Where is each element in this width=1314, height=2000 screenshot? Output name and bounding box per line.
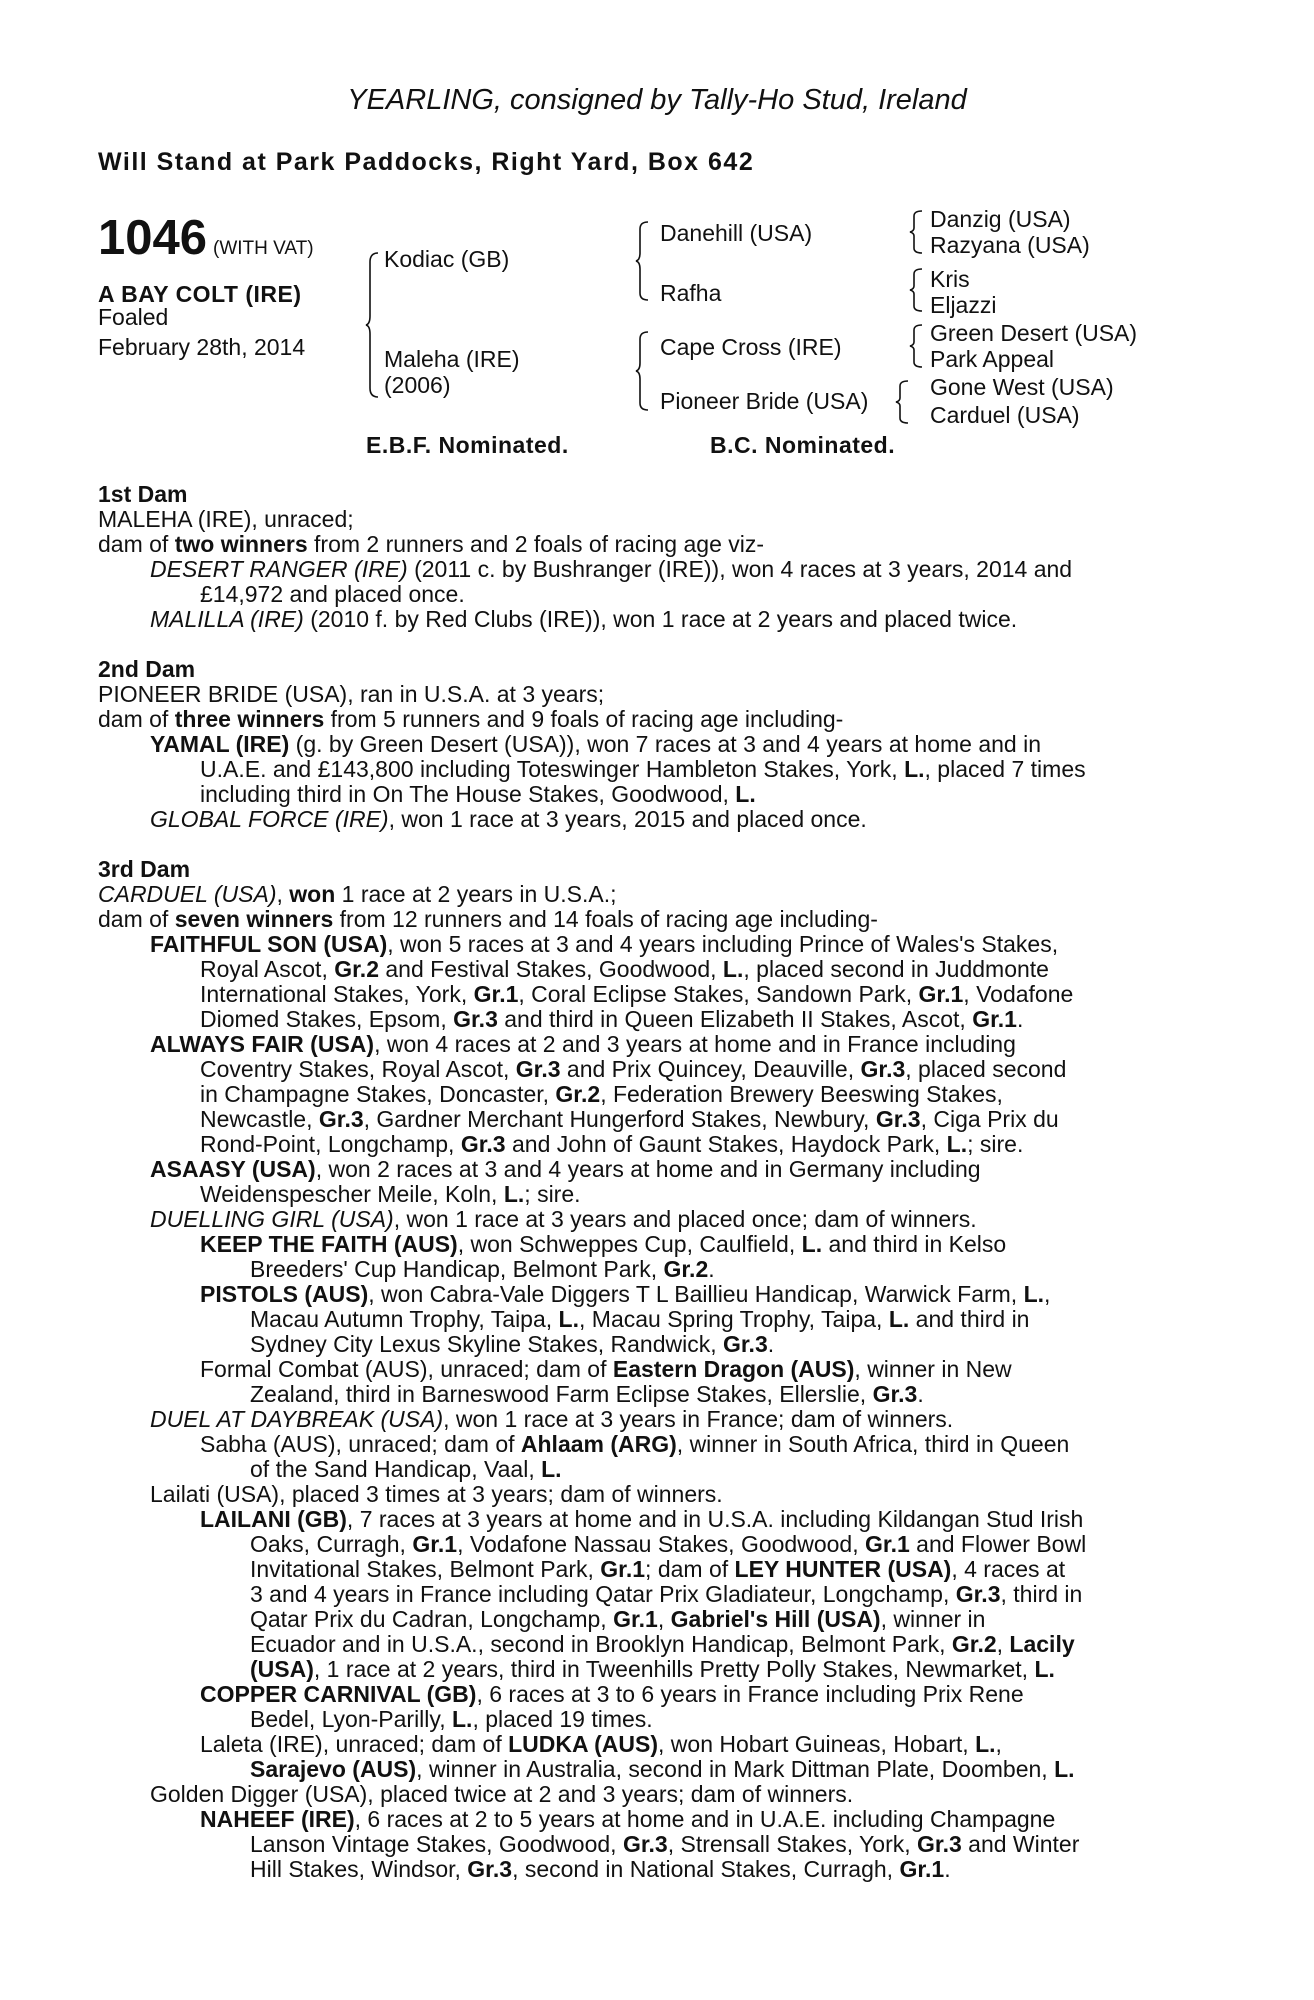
text-line: Ecuador and in U.S.A., second in Brooklyn Handicap, Belmont Park, Gr.2, Lacily: [250, 1631, 1075, 1657]
text-line: PISTOLS (AUS), won Cabra-Vale Diggers T L Baillieu Handicap, Warwick Farm, L.,: [200, 1281, 1051, 1307]
bc-nominated: B.C. Nominated.: [710, 432, 896, 458]
pedigree-g7: Gone West (USA): [930, 374, 1114, 400]
pedigree-g2: Razyana (USA): [930, 232, 1090, 258]
text-line: £14,972 and placed once.: [200, 581, 465, 607]
catalogue-body: [98, 470, 1206, 1907]
consignor-line: YEARLING, consigned by Tally-Ho Stud, Ireland: [347, 84, 967, 116]
text-line: CARDUEL (USA), won 1 race at 2 years in U.S.A.;: [98, 881, 617, 907]
text-line: 3 and 4 years in France including Qatar Prix Gladiateur, Longchamp, Gr.3, third in: [250, 1581, 1083, 1607]
foaled-label: Foaled: [98, 304, 169, 330]
text-line: DESERT RANGER (IRE) (2011 c. by Bushranger (IRE)), won 4 races at 3 years, 2014 and: [150, 556, 1073, 582]
text-line: dam of two winners from 2 runners and 2 foals of racing age viz-: [98, 531, 765, 557]
pedigree-bracket-g1: [910, 210, 924, 254]
pedigree-sire: Kodiac (GB): [384, 246, 510, 272]
text-line: Diomed Stakes, Epsom, Gr.3 and third in Queen Elizabeth II Stakes, Ascot, Gr.1.: [200, 1006, 1024, 1032]
text-line: Zealand, third in Barneswood Farm Eclipse Stakes, Ellerslie, Gr.3.: [250, 1381, 924, 1407]
text-line: DUELLING GIRL (USA), won 1 race at 3 years and placed once; dam of winners.: [150, 1206, 977, 1232]
pedigree-bracket-g2: [910, 268, 924, 312]
text-line: ALWAYS FAIR (USA), won 4 races at 2 and 3 years at home and in France including: [150, 1031, 1016, 1057]
text-line: Bedel, Lyon-Parilly, L., placed 19 times.: [250, 1706, 653, 1732]
pedigree-g3: Kris: [930, 266, 970, 292]
text-line: International Stakes, York, Gr.1, Coral Eclipse Stakes, Sandown Park, Gr.1, Vodafone: [200, 981, 1074, 1007]
pedigree-bracket-main: [366, 252, 380, 398]
text-line: Sarajevo (AUS), winner in Australia, second in Mark Dittman Plate, Doomben, L.: [250, 1756, 1075, 1782]
text-line: Qatar Prix du Cadran, Longchamp, Gr.1, Gabriel's Hill (USA), winner in: [250, 1606, 986, 1632]
text-line: Breeders' Cup Handicap, Belmont Park, Gr.2.: [250, 1256, 715, 1282]
pedigree-sire-dam: Rafha: [660, 280, 722, 306]
text-line: Sydney City Lexus Skyline Stakes, Randwick, Gr.3.: [250, 1331, 775, 1357]
text-line: U.A.E. and £143,800 including Toteswinger Hambleton Stakes, York, L., placed 7 times: [200, 756, 1086, 782]
pedigree-bracket-g4: [896, 380, 910, 424]
text-line: GLOBAL FORCE (IRE), won 1 race at 3 years, 2015 and placed once.: [150, 806, 867, 832]
text-line: KEEP THE FAITH (AUS), won Schweppes Cup, Caulfield, L. and third in Kelso: [200, 1231, 1007, 1257]
pedigree-bracket-g3: [910, 324, 924, 368]
text-line: dam of three winners from 5 runners and 9 foals of racing age including-: [98, 706, 844, 732]
text-line: in Champagne Stakes, Doncaster, Gr.2, Federation Brewery Beeswing Stakes,: [200, 1081, 1003, 1107]
vat-note: (WITH VAT): [213, 238, 314, 259]
text-line: Laleta (IRE), unraced; dam of LUDKA (AUS), won Hobart Guineas, Hobart, L.,: [200, 1731, 1002, 1757]
foaled-date: February 28th, 2014: [98, 334, 306, 360]
text-line: Lailati (USA), placed 3 times at 3 years; dam of winners.: [150, 1481, 723, 1507]
first-dam-heading: 1st Dam: [98, 481, 188, 507]
text-line: LAILANI (GB), 7 races at 3 years at home and in U.S.A. including Kildangan Stud Irish: [200, 1506, 1084, 1532]
text-line: including third in On The House Stakes, Goodwood, L.: [200, 781, 756, 807]
text-line: NAHEEF (IRE), 6 races at 2 to 5 years at home and in U.A.E. including Champagne: [200, 1806, 1056, 1832]
pedigree-g5: Green Desert (USA): [930, 320, 1138, 346]
text-line: Invitational Stakes, Belmont Park, Gr.1; dam of LEY HUNTER (USA), 4 races at: [250, 1556, 1066, 1582]
text-line: (USA), 1 race at 2 years, third in Tweenhills Pretty Polly Stakes, Newmarket, L.: [250, 1656, 1055, 1682]
text-line: Lanson Vintage Stakes, Goodwood, Gr.3, Strensall Stakes, York, Gr.3 and Winter: [250, 1831, 1080, 1857]
text-line: Macau Autumn Trophy, Taipa, L., Macau Spring Trophy, Taipa, L. and third in: [250, 1306, 1030, 1332]
stand-location: Will Stand at Park Paddocks, Right Yard, Box 642: [98, 148, 755, 176]
pedigree-dam: Maleha (IRE): [384, 346, 520, 372]
pedigree-g1: Danzig (USA): [930, 206, 1071, 232]
text-line: PIONEER BRIDE (USA), ran in U.S.A. at 3 years;: [98, 681, 605, 707]
text-line: ASAASY (USA), won 2 races at 3 and 4 years at home and in Germany including: [150, 1156, 981, 1182]
text-line: COPPER CARNIVAL (GB), 6 races at 3 to 6 years in France including Prix Rene: [200, 1681, 1024, 1707]
pedigree-g8: Carduel (USA): [930, 402, 1080, 428]
pedigree-dam-dam: Pioneer Bride (USA): [660, 388, 869, 414]
third-dam-heading: 3rd Dam: [98, 856, 191, 882]
pedigree-sire-sire: Danehill (USA): [660, 220, 813, 246]
text-line: MALEHA (IRE), unraced;: [98, 506, 354, 532]
pedigree-dam-year: (2006): [384, 372, 451, 398]
text-line: DUEL AT DAYBREAK (USA), won 1 race at 3 years in France; dam of winners.: [150, 1406, 954, 1432]
pedigree-bracket-dam: [636, 331, 650, 411]
text-line: Royal Ascot, Gr.2 and Festival Stakes, Goodwood, L., placed second in Juddmonte: [200, 956, 1049, 982]
text-line: Sabha (AUS), unraced; dam of Ahlaam (ARG), winner in South Africa, third in Queen: [200, 1431, 1070, 1457]
ebf-nominated: E.B.F. Nominated.: [366, 432, 569, 458]
pedigree-bracket-sire: [636, 221, 650, 301]
text-line: Formal Combat (AUS), unraced; dam of Eastern Dragon (AUS), winner in New: [200, 1356, 1012, 1382]
pedigree-g4: Eljazzi: [930, 292, 997, 318]
third-dam-section: [98, 857, 1206, 1882]
lot-title: A BAY COLT (IRE): [98, 281, 302, 307]
text-line: Coventry Stakes, Royal Ascot, Gr.3 and Prix Quincey, Deauville, Gr.3, placed second: [200, 1056, 1067, 1082]
lot-number: [98, 210, 314, 266]
lot-number-value: 1046: [98, 211, 208, 265]
text-line: Golden Digger (USA), placed twice at 2 and 3 years; dam of winners.: [150, 1781, 854, 1807]
text-line: Hill Stakes, Windsor, Gr.3, second in National Stakes, Curragh, Gr.1.: [250, 1856, 951, 1882]
pedigree-dam-sire: Cape Cross (IRE): [660, 334, 842, 360]
text-line: Newcastle, Gr.3, Gardner Merchant Hungerford Stakes, Newbury, Gr.3, Ciga Prix du: [200, 1106, 1059, 1132]
pedigree-g6: Park Appeal: [930, 346, 1055, 372]
text-line: dam of seven winners from 12 runners and 14 foals of racing age including-: [98, 906, 878, 932]
text-line: YAMAL (IRE) (g. by Green Desert (USA)), won 7 races at 3 and 4 years at home and in: [150, 731, 1041, 757]
text-line: Rond-Point, Longchamp, Gr.3 and John of Gaunt Stakes, Haydock Park, L.; sire.: [200, 1131, 1024, 1157]
text-line: Weidenspescher Meile, Koln, L.; sire.: [200, 1181, 581, 1207]
text-line: Oaks, Curragh, Gr.1, Vodafone Nassau Stakes, Goodwood, Gr.1 and Flower Bowl: [250, 1531, 1087, 1557]
first-dam-section: [98, 482, 1206, 632]
second-dam-heading: 2nd Dam: [98, 656, 196, 682]
text-line: MALILLA (IRE) (2010 f. by Red Clubs (IRE)), won 1 race at 2 years and placed twice.: [150, 606, 1018, 632]
text-line: of the Sand Handicap, Vaal, L.: [250, 1456, 562, 1482]
second-dam-section: [98, 657, 1206, 832]
text-line: FAITHFUL SON (USA), won 5 races at 3 and 4 years including Prince of Wales's Stakes,: [150, 931, 1059, 957]
